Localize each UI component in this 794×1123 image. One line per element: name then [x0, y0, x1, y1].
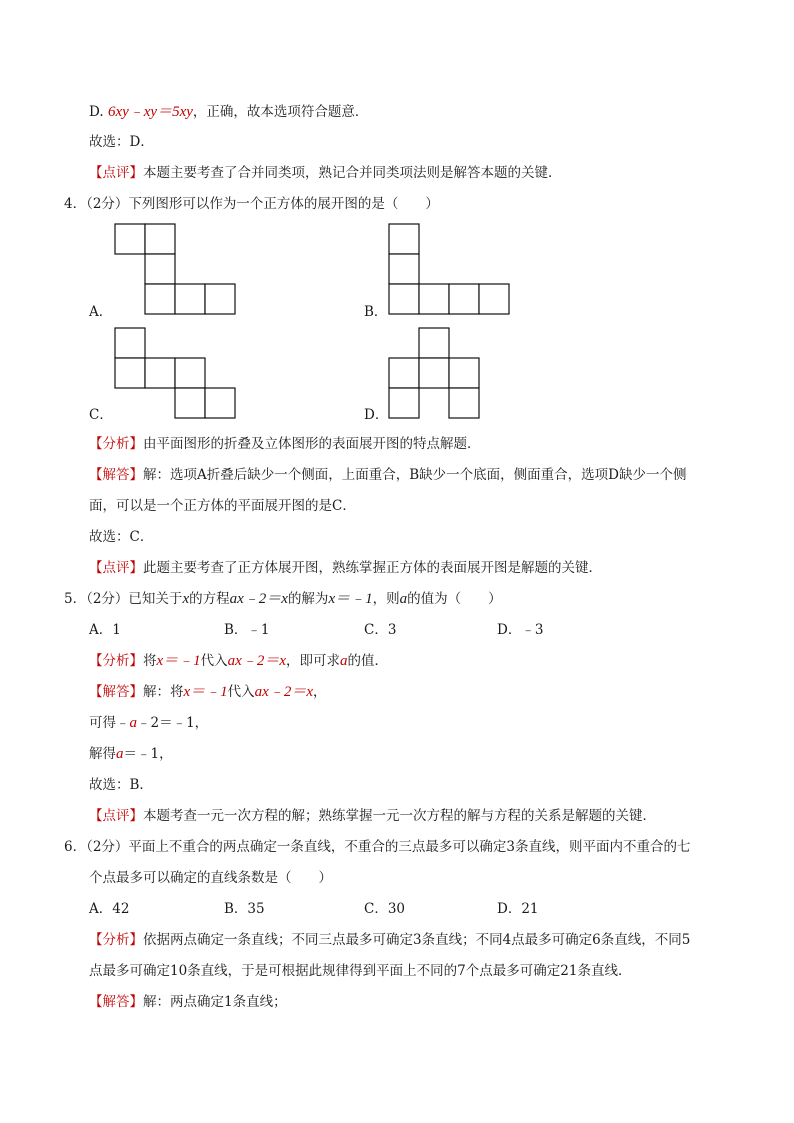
q6-analysis-line1: 依据两点确定一条直线；不同三点最多可确定3条直线；不同4点最多可确定6条直线，不同5 — [143, 932, 691, 948]
net-c-square-2 — [115, 358, 145, 388]
q4-answer-line2: 面，可以是一个正方体的平面展开图的是C． — [89, 498, 356, 514]
q5-option-d: D．﹣3 — [497, 622, 544, 638]
q5-stem-sol: x＝﹣1 — [328, 591, 373, 607]
q5-answer-sol: x＝﹣1 — [183, 684, 228, 700]
q3-comment-tag: 【点评】 — [89, 165, 143, 181]
q5-choose: 故选：B． — [89, 777, 153, 793]
q6-option-b: B．35 — [224, 901, 265, 917]
q4-option-d-label: D． — [364, 407, 389, 423]
q5-answer-b: 代入 — [227, 684, 255, 700]
q5-stem-d: ，则 — [372, 591, 400, 607]
q5-analysis-d: 的值． — [347, 653, 388, 669]
q5-comment-text: 本题考查一元一次方程的解；熟练掌握一元一次方程的解与方程的关系是解题的关键． — [143, 808, 656, 824]
q5-stem — [64, 589, 502, 609]
net-d-square-1 — [419, 328, 449, 358]
q5-step1-b: ﹣2＝﹣1， — [137, 715, 209, 731]
q6-stem-line2: 个点最多可以确定的直线条数是（ ） — [89, 870, 332, 886]
q5-comment-tag: 【点评】 — [89, 808, 143, 824]
net-b-square-3 — [389, 284, 419, 314]
q5-analysis-tag: 【分析】 — [89, 653, 143, 669]
q4-answer — [89, 465, 687, 485]
q6-option-a: A．42 — [89, 901, 130, 917]
net-c-square-3 — [145, 358, 175, 388]
q6-analysis — [89, 930, 690, 950]
net-c-square-6 — [205, 388, 235, 418]
q4-analysis-text: 由平面图形的折叠及立体图形的表面展开图的特点解题． — [143, 436, 481, 452]
net-b-square-2 — [389, 254, 419, 284]
q6-answer-tag: 【解答】 — [89, 994, 143, 1010]
q5-analysis-c: ，即可求 — [286, 653, 340, 669]
q5-stem-c: 的解为 — [287, 591, 329, 607]
net-c-square-1 — [115, 328, 145, 358]
q5-option-a: A．1 — [89, 622, 121, 638]
q4-answer-tag: 【解答】 — [89, 467, 143, 483]
q5-step1-a: 可得﹣ — [89, 715, 130, 731]
q4-net-c — [115, 328, 237, 420]
q4-analysis — [89, 434, 481, 454]
net-b-square-5 — [449, 284, 479, 314]
net-b-square-1 — [389, 224, 419, 254]
q6-analysis-tag: 【分析】 — [89, 932, 143, 948]
q5-answer-c: ， — [313, 684, 327, 700]
q5-stem-a: 5．（2分）已知关于 — [64, 591, 183, 607]
q4-comment — [89, 558, 602, 578]
q5-answer-a: 解：将 — [143, 684, 184, 700]
q5-analysis-eq: ax﹣2＝x — [227, 653, 286, 669]
q5-analysis-a: 将 — [143, 653, 157, 669]
q3-comment — [89, 163, 562, 183]
net-d-square-3 — [419, 358, 449, 388]
q5-step1 — [89, 713, 208, 733]
q6-analysis-line2: 点最多可确定10条直线，于是可根据此规律得到平面上不同的7个点最多可确定21条直线． — [89, 963, 632, 979]
net-c-square-5 — [175, 388, 205, 418]
q6-option-c: C．30 — [364, 901, 406, 917]
net-a-square-3 — [145, 254, 175, 284]
q5-analysis-b: 代入 — [200, 653, 228, 669]
net-d-square-4 — [449, 358, 479, 388]
q5-stem-e: 的值为（ ） — [407, 591, 502, 607]
q4-comment-tag: 【点评】 — [89, 560, 143, 576]
net-a-square-5 — [175, 284, 205, 314]
q4-option-b-label: B． — [364, 304, 388, 320]
net-d-square-2 — [389, 358, 419, 388]
q5-step2-b: ＝﹣1， — [123, 746, 173, 762]
q6-option-d: D．21 — [497, 901, 539, 917]
q4-analysis-tag: 【分析】 — [89, 436, 143, 452]
q5-comment — [89, 806, 656, 826]
q5-step2 — [89, 744, 173, 764]
q5-option-b: B．﹣1 — [224, 622, 270, 638]
q5-step2-a: 解得 — [89, 746, 116, 762]
net-c-square-4 — [175, 358, 205, 388]
net-a-square-4 — [145, 284, 175, 314]
q5-step2-var: a — [116, 746, 124, 762]
q4-comment-text: 此题主要考查了正方体展开图，熟练掌握正方体的表面展开图是解题的关键． — [143, 560, 602, 576]
q4-answer-line1: 解：选项A折叠后缺少一个侧面，上面重合，B缺少一个底面，侧面重合，选项D缺少一个侧 — [143, 467, 687, 483]
q5-option-c: C．3 — [364, 622, 397, 638]
q6-answer-text: 解：两点确定1条直线； — [143, 994, 287, 1010]
q5-step1-var: a — [129, 715, 137, 731]
q3-option-d-rest: ，正确，故本选项符合题意． — [192, 104, 369, 120]
net-d-square-6 — [449, 388, 479, 418]
q4-net-b — [389, 224, 511, 316]
q5-answer — [89, 682, 327, 702]
q4-choose: 故选：C． — [89, 529, 154, 545]
q3-option-d-expr: 6xy﹣xy＝5xy — [107, 104, 193, 120]
q4-stem: 4．（2分）下列图形可以作为一个正方体的展开图的是（ ） — [64, 196, 439, 212]
q5-stem-b: 的方程 — [189, 591, 230, 607]
q5-answer-eq: ax﹣2＝x — [254, 684, 313, 700]
q4-option-a-label: A． — [89, 304, 113, 320]
q6-stem-line1: 6．（2分）平面上不重合的两点确定一条直线，不重合的三点最多可以确定3条直线，则平面内不重合的七 — [64, 839, 691, 855]
q5-analysis — [89, 651, 388, 671]
q4-option-c-label: C． — [89, 407, 113, 423]
q5-answer-tag: 【解答】 — [89, 684, 143, 700]
q5-stem-avar: a — [399, 591, 408, 607]
q3-comment-text: 本题主要考查了合并同类项，熟记合并同类项法则是解答本题的关键． — [143, 165, 562, 181]
net-a-square-2 — [145, 224, 175, 254]
net-b-square-6 — [479, 284, 509, 314]
q5-analysis-sol: x＝﹣1 — [156, 653, 201, 669]
q4-net-a — [115, 224, 237, 316]
q3-option-d-prefix: D. — [89, 104, 108, 120]
net-d-square-5 — [389, 388, 419, 418]
q5-analysis-var: a — [340, 653, 348, 669]
net-a-square-1 — [115, 224, 145, 254]
net-b-square-4 — [419, 284, 449, 314]
q3-choose: 故选：D． — [89, 134, 154, 150]
q5-stem-x: x — [182, 591, 190, 607]
q6-answer — [89, 992, 287, 1012]
q3-option-d — [89, 102, 368, 122]
net-a-square-6 — [205, 284, 235, 314]
q4-net-d — [389, 328, 481, 420]
q5-stem-eq: ax﹣2＝x — [229, 591, 288, 607]
